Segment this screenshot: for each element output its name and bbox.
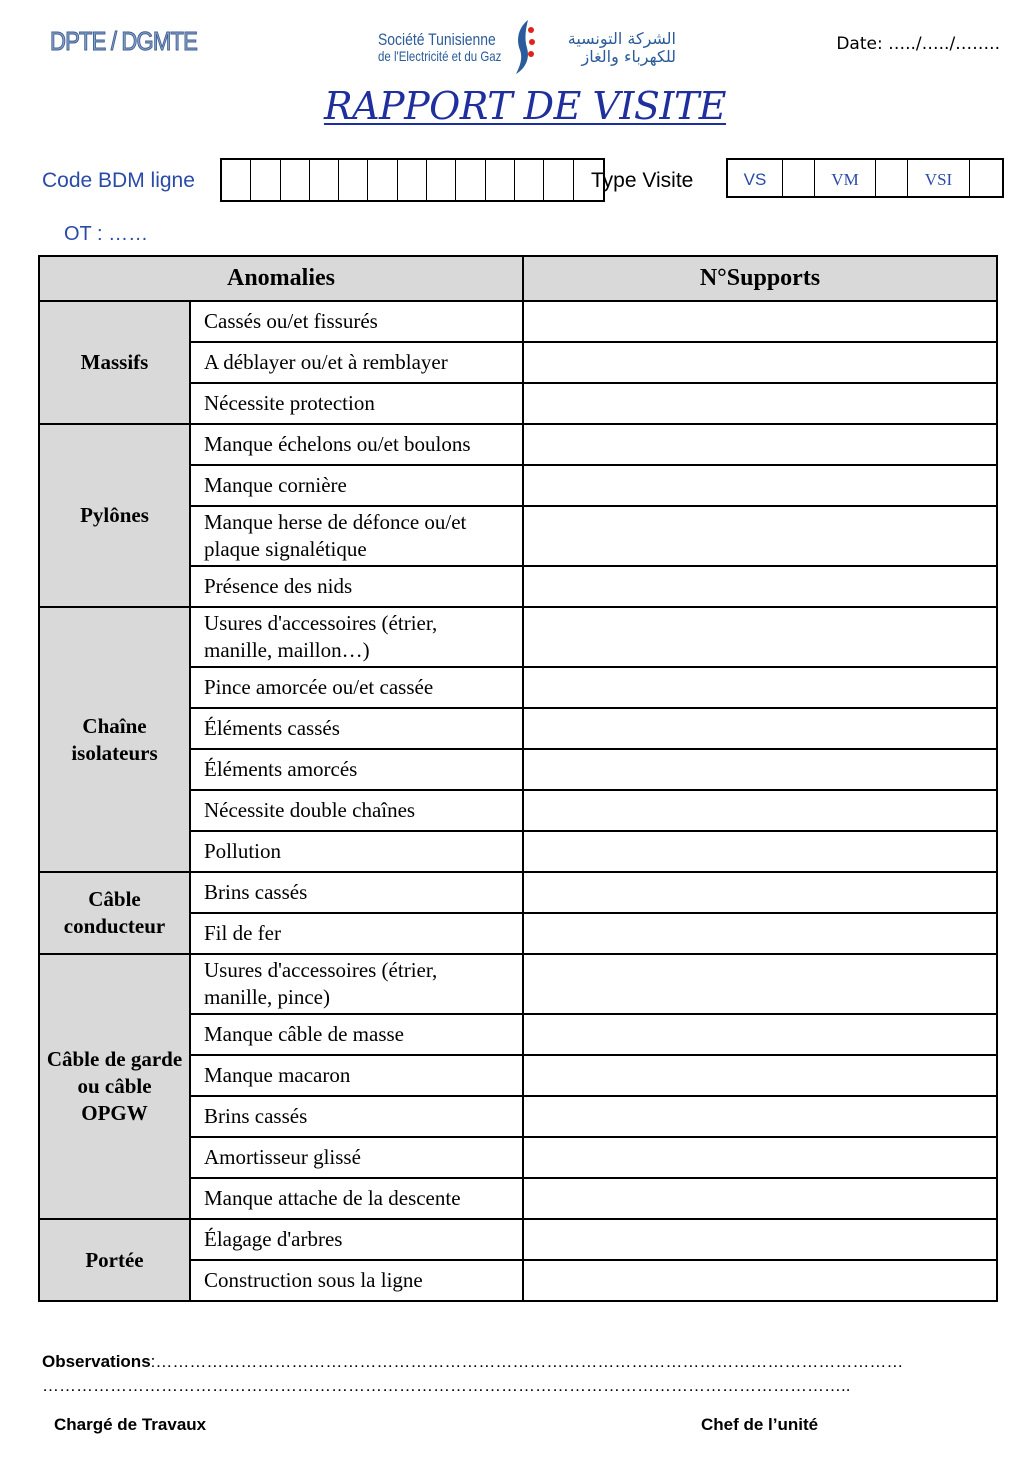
table-row — [39, 954, 997, 1014]
category-cell: Câble de garde ou câble OPGW — [39, 954, 190, 1219]
observations-line2: …………………………………………………………………………………………………………………………….. — [42, 1376, 851, 1395]
anomaly-cell: Usures d'accessoires (étrier, manille, maillon…) — [190, 607, 523, 667]
steg-logo — [378, 18, 678, 76]
anomaly-cell: Élagage d'arbres — [190, 1219, 523, 1260]
anomaly-cell: Amortisseur glissé — [190, 1137, 523, 1178]
supports-input-cell[interactable] — [523, 465, 997, 506]
anomaly-cell: Pollution — [190, 831, 523, 872]
category-cell: Chaîne isolateurs — [39, 607, 190, 872]
code-bdm-boxes — [220, 158, 605, 202]
supports-input-cell[interactable] — [523, 1178, 997, 1219]
table-body — [39, 301, 997, 1301]
anomaly-cell: Éléments cassés — [190, 708, 523, 749]
anomalies-header: Anomalies — [39, 256, 523, 301]
type-vm-label: VM — [815, 160, 876, 196]
type-vsi-label: VSI — [908, 160, 970, 196]
table-row — [39, 607, 997, 667]
supports-input-cell[interactable] — [523, 913, 997, 954]
anomaly-cell: Manque échelons ou/et boulons — [190, 424, 523, 465]
steg-flame-icon — [512, 18, 538, 76]
department-code: DPTE / DGMTE — [50, 26, 197, 56]
signer-chef-unite: Chef de l’unité — [701, 1415, 819, 1434]
code-bdm-label: Code BDM ligne — [42, 169, 195, 192]
logo-ar-line2: للكهرباء والغاز — [581, 47, 676, 66]
supports-input-cell[interactable] — [523, 506, 997, 566]
anomaly-cell: Brins cassés — [190, 872, 523, 913]
supports-input-cell[interactable] — [523, 667, 997, 708]
anomalies-table — [38, 255, 998, 1302]
logo-french-text — [378, 32, 501, 64]
anomaly-cell: Nécessite protection — [190, 383, 523, 424]
supports-input-cell[interactable] — [523, 301, 997, 342]
code-char-box[interactable] — [486, 160, 515, 200]
code-char-box[interactable] — [310, 160, 339, 200]
observations-label: Observations — [42, 1352, 151, 1371]
logo-fr-line2: de l'Electricité et du Gaz — [378, 48, 502, 64]
type-visite-label: Type Visite — [591, 169, 694, 192]
code-char-box[interactable] — [368, 160, 397, 200]
code-char-box[interactable] — [339, 160, 368, 200]
code-char-box[interactable] — [427, 160, 456, 200]
supports-input-cell[interactable] — [523, 1014, 997, 1055]
supports-input-cell[interactable] — [523, 1260, 997, 1301]
code-char-box[interactable] — [222, 160, 251, 200]
anomaly-cell: Cassés ou/et fissurés — [190, 301, 523, 342]
anomaly-cell: Manque cornière — [190, 465, 523, 506]
supports-input-cell[interactable] — [523, 708, 997, 749]
supports-input-cell[interactable] — [523, 831, 997, 872]
table-row — [39, 872, 997, 913]
anomaly-cell: Brins cassés — [190, 1096, 523, 1137]
supports-input-cell[interactable] — [523, 424, 997, 465]
supports-header: N°Supports — [523, 256, 997, 301]
observations-line1: :…………………………………………………………………………………………………………………… — [150, 1352, 904, 1371]
supports-input-cell[interactable] — [523, 1137, 997, 1178]
supports-input-cell[interactable] — [523, 790, 997, 831]
type-vs-checkbox[interactable] — [783, 160, 815, 196]
logo-ar-line1: الشركة التونسية — [567, 29, 676, 48]
supports-input-cell[interactable] — [523, 383, 997, 424]
table-row — [39, 1219, 997, 1260]
code-char-box[interactable] — [281, 160, 310, 200]
code-char-box[interactable] — [515, 160, 544, 200]
date-field[interactable]: Date: …../…../…….. — [836, 34, 1000, 54]
anomaly-cell: Usures d'accessoires (étrier, manille, pince) — [190, 954, 523, 1014]
observations[interactable] — [42, 1350, 972, 1398]
table-row — [39, 301, 997, 342]
supports-input-cell[interactable] — [523, 954, 997, 1014]
supports-input-cell[interactable] — [523, 1055, 997, 1096]
code-char-box[interactable] — [456, 160, 485, 200]
signer-charge-travaux: Chargé de Travaux — [54, 1415, 207, 1434]
code-char-box[interactable] — [398, 160, 427, 200]
supports-input-cell[interactable] — [523, 342, 997, 383]
supports-input-cell[interactable] — [523, 1219, 997, 1260]
anomaly-cell: Manque herse de défonce ou/et plaque signalétique — [190, 506, 523, 566]
category-cell: Massifs — [39, 301, 190, 424]
anomaly-cell: Éléments amorcés — [190, 749, 523, 790]
anomaly-cell: A déblayer ou/et à remblayer — [190, 342, 523, 383]
table-header-row — [39, 256, 997, 301]
supports-input-cell[interactable] — [523, 872, 997, 913]
type-vs-label: VS — [728, 160, 783, 196]
supports-input-cell[interactable] — [523, 566, 997, 607]
type-visite-options — [726, 158, 1004, 198]
anomaly-cell: Fil de fer — [190, 913, 523, 954]
page-title: RAPPORT DE VISITE — [323, 84, 727, 128]
logo-arabic-text — [546, 30, 676, 66]
code-char-box[interactable] — [544, 160, 573, 200]
category-cell: Pylônes — [39, 424, 190, 607]
supports-input-cell[interactable] — [523, 1096, 997, 1137]
category-cell: Portée — [39, 1219, 190, 1301]
table-row — [39, 424, 997, 465]
anomaly-cell: Manque câble de masse — [190, 1014, 523, 1055]
anomaly-cell: Nécessite double chaînes — [190, 790, 523, 831]
ot-field[interactable]: OT : …… — [64, 223, 149, 245]
logo-fr-line1: Société Tunisienne — [378, 30, 496, 49]
code-char-box[interactable] — [251, 160, 280, 200]
supports-input-cell[interactable] — [523, 749, 997, 790]
anomaly-cell: Manque attache de la descente — [190, 1178, 523, 1219]
anomaly-cell: Manque macaron — [190, 1055, 523, 1096]
category-cell: Câble conducteur — [39, 872, 190, 954]
supports-input-cell[interactable] — [523, 607, 997, 667]
type-vm-checkbox[interactable] — [876, 160, 908, 196]
type-vsi-checkbox[interactable] — [970, 160, 1002, 196]
anomaly-cell: Pince amorcée ou/et cassée — [190, 667, 523, 708]
anomaly-cell: Présence des nids — [190, 566, 523, 607]
anomaly-cell: Construction sous la ligne — [190, 1260, 523, 1301]
